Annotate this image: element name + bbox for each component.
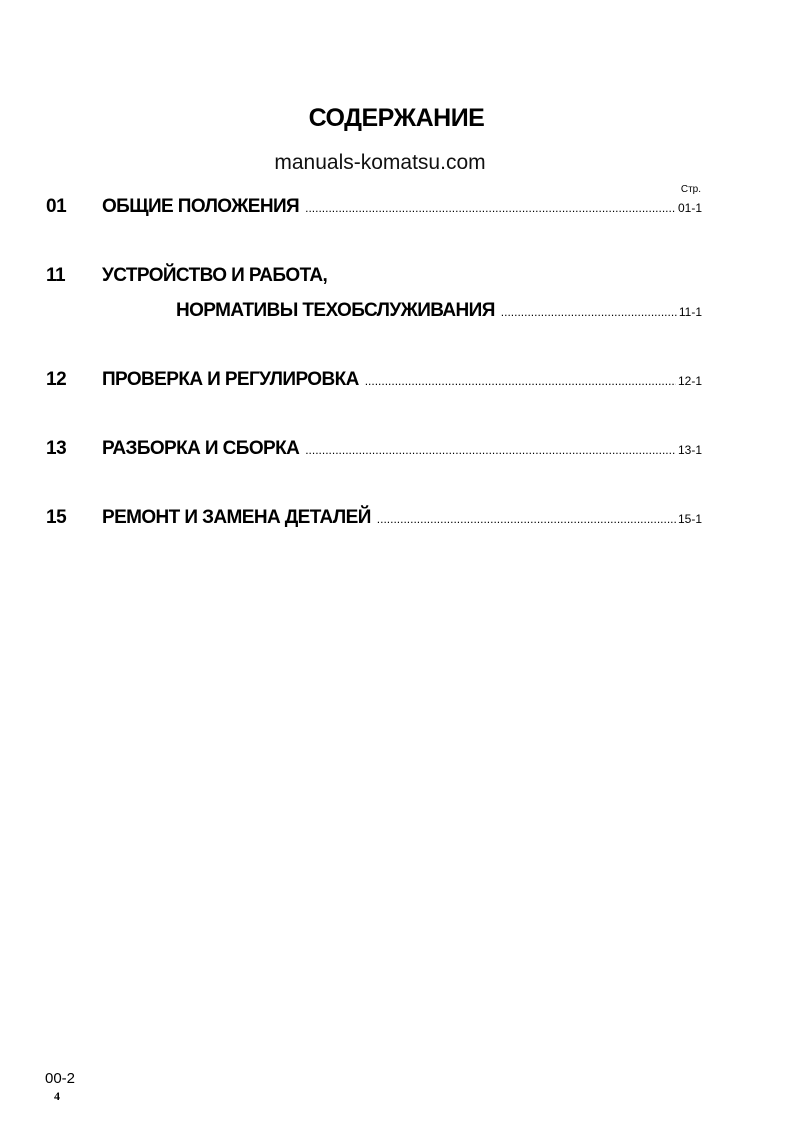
toc-entry-continuation[interactable] [46, 300, 702, 324]
section-number: 12 [46, 369, 67, 390]
section-number: 11 [46, 265, 66, 286]
section-number: 15 [46, 507, 67, 528]
site-watermark: manuals-komatsu.com [274, 151, 486, 174]
page-ref: 11-1 [678, 305, 702, 319]
section-label: УСТРОЙСТВО И РАБОТА, [102, 265, 328, 286]
page-column-label: Стр. [680, 184, 701, 195]
leader-dots [365, 374, 676, 388]
page-ref: 15-1 [677, 512, 702, 526]
section-label: ОБЩИЕ ПОЛОЖЕНИЯ [102, 196, 300, 217]
page-title: СОДЕРЖАНИЕ [308, 104, 485, 132]
section-label: РЕМОНТ И ЗАМЕНА ДЕТАЛЕЙ [102, 507, 371, 528]
footer-revision: 4 [54, 1089, 60, 1103]
leader-dots [377, 512, 676, 526]
section-number: 01 [46, 196, 67, 217]
leader-dots [305, 201, 676, 215]
footer-page-number: 00-2 [45, 1070, 76, 1087]
toc-entry[interactable] [46, 369, 702, 393]
toc-entry[interactable] [46, 438, 702, 462]
section-label-line2: НОРМАТИВЫ ТЕХОБСЛУЖИВАНИЯ [176, 300, 495, 321]
toc-entry[interactable] [46, 265, 702, 289]
page-ref: 01-1 [677, 201, 702, 215]
section-label: ПРОВЕРКА И РЕГУЛИРОВКА [102, 369, 359, 390]
leader-dots [501, 305, 677, 319]
leader-dots [305, 443, 676, 457]
toc-entry[interactable] [46, 196, 702, 220]
section-number: 13 [46, 438, 67, 459]
page-ref: 12-1 [677, 374, 702, 388]
toc-entry[interactable] [46, 507, 702, 531]
page-ref: 13-1 [677, 443, 702, 457]
section-label: РАЗБОРКА И СБОРКА [102, 438, 300, 459]
